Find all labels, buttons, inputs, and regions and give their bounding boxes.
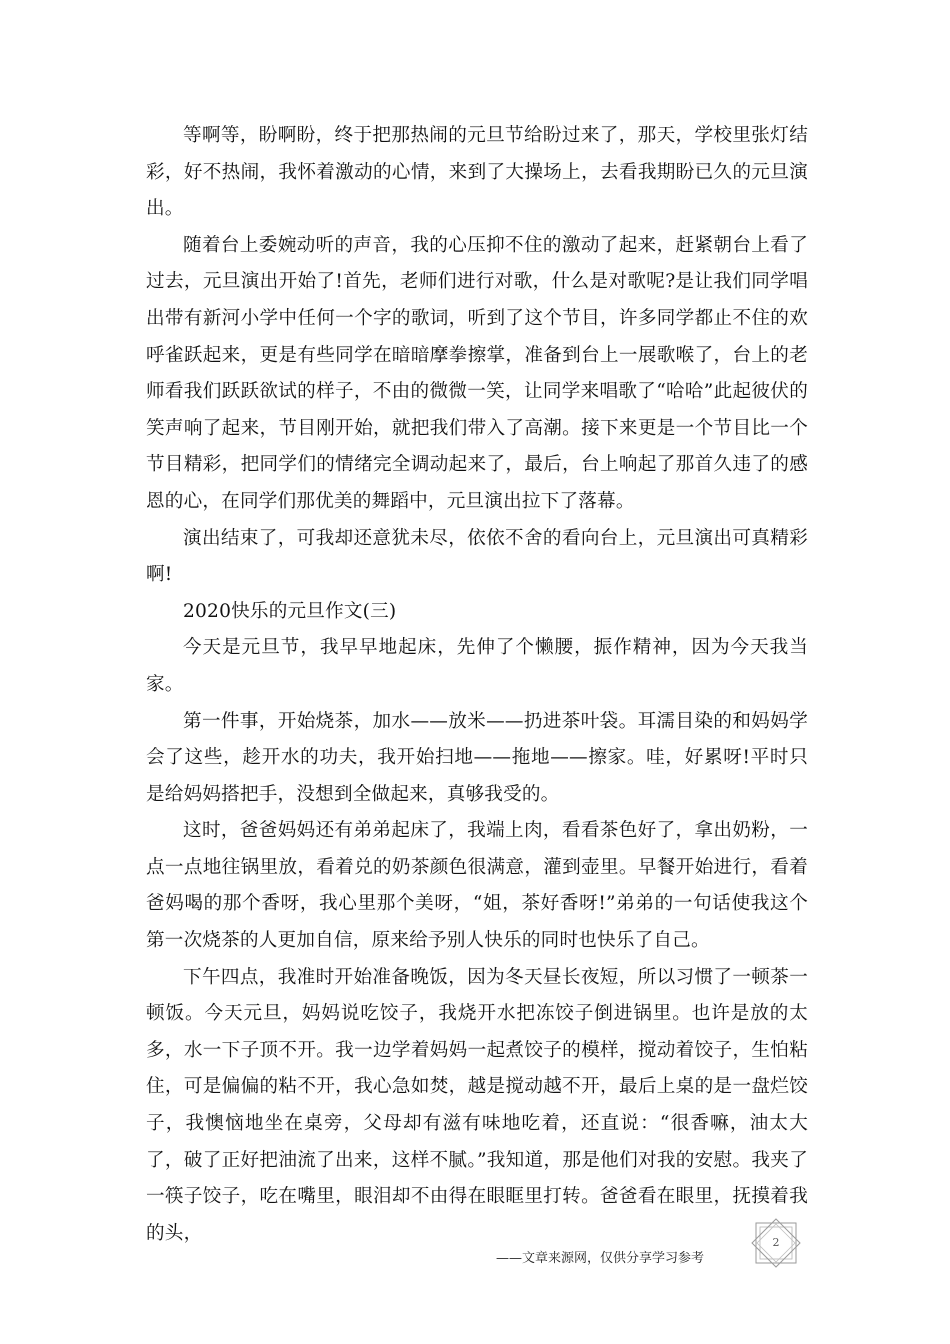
paragraph-8: 下午四点，我准时开始准备晚饭，因为冬天昼长夜短，所以习惯了一顿茶一顿饭。今天元旦，妈妈说吃饺子，我烧开水把冻饺子倒进锅里。也许是放的太多，水一下子顶不开。我一边学着妈妈一起煮饺子的模样，搅动着饺子，生怕粘住，可是偏偏的粘不开，我心急如焚，越是搅动越不开，最后上桌的是一盘烂饺子，我懊恼地坐在桌旁，父母却有滋有味地吃着，还直说：“很香嘛，油太大了，破了正好把油流了出来，这样不腻。”我知道，那是他们对我的安慰。我夹了一筷子饺子，吃在嘴里，眼泪却不由得在眼眶里打转。爸爸看在眼里，抚摸着我的头， [146, 966, 808, 1244]
source-note: ——文章来源网，仅供分享学习参考 [496, 1251, 705, 1266]
paragraph-1: 等啊等，盼啊盼，终于把那热闹的元旦节给盼过来了，那天，学校里张灯结彩，好不热闹，我怀着激动的心情，来到了大操场上，去看我期盼已久的元旦演出。 [146, 125, 808, 220]
section-heading: 2020快乐的元旦作文(三) [183, 600, 397, 622]
paragraph-5: 今天是元旦节，我早早地起床，先伸了个懒腰，振作精神，因为今天我当家。 [146, 637, 808, 695]
page-number: 2 [772, 1236, 780, 1249]
paragraph-2: 随着台上委婉动听的声音，我的心压抑不住的激动了起来，赶紧朝台上看了过去，元旦演出开始了!首先，老师们进行对歌，什么是对歌呢?是让我们同学唱出带有新河小学中任何一个字的歌词，听到了这个节目，许多同学都止不住的欢呼雀跃起来，更是有些同学在暗暗摩拳擦掌，准备到台上一展歌喉了，台上的老师看我们跃跃欲试的样子，不由的微微一笑，让同学来唱歌了“哈哈”此起彼伏的笑声响了起来，节目刚开始，就把我们带入了高潮。接下来更是一个节目比一个节目精彩，把同学们的情绪完全调动起来了，最后，台上响起了那首久违了的感恩的心，在同学们那优美的舞蹈中，元旦演出拉下了落幕。 [146, 234, 808, 512]
paragraph-6: 第一件事，开始烧茶，加水——放米——扔进茶叶袋。耳濡目染的和妈妈学会了这些，趁开水的功夫，我开始扫地——拖地——擦家。哇，好累呀!平时只是给妈妈搭把手，没想到全做起来，真够我受的。 [146, 710, 808, 805]
paragraph-7: 这时，爸爸妈妈还有弟弟起床了，我端上肉，看看茶色好了，拿出奶粉，一点一点地往锅里放，看着兑的奶茶颜色很满意，灌到壶里。早餐开始进行，看着爸妈喝的那个香呀，我心里那个美呀，“姐，茶好香呀!”弟弟的一句话使我这个第一次烧茶的人更加自信，原来给予别人快乐的同时也快乐了自己。 [146, 820, 808, 952]
paragraph-3: 演出结束了，可我却还意犹未尽，依依不舍的看向台上，元旦演出可真精彩啊! [146, 527, 808, 586]
document-body [146, 118, 808, 1252]
